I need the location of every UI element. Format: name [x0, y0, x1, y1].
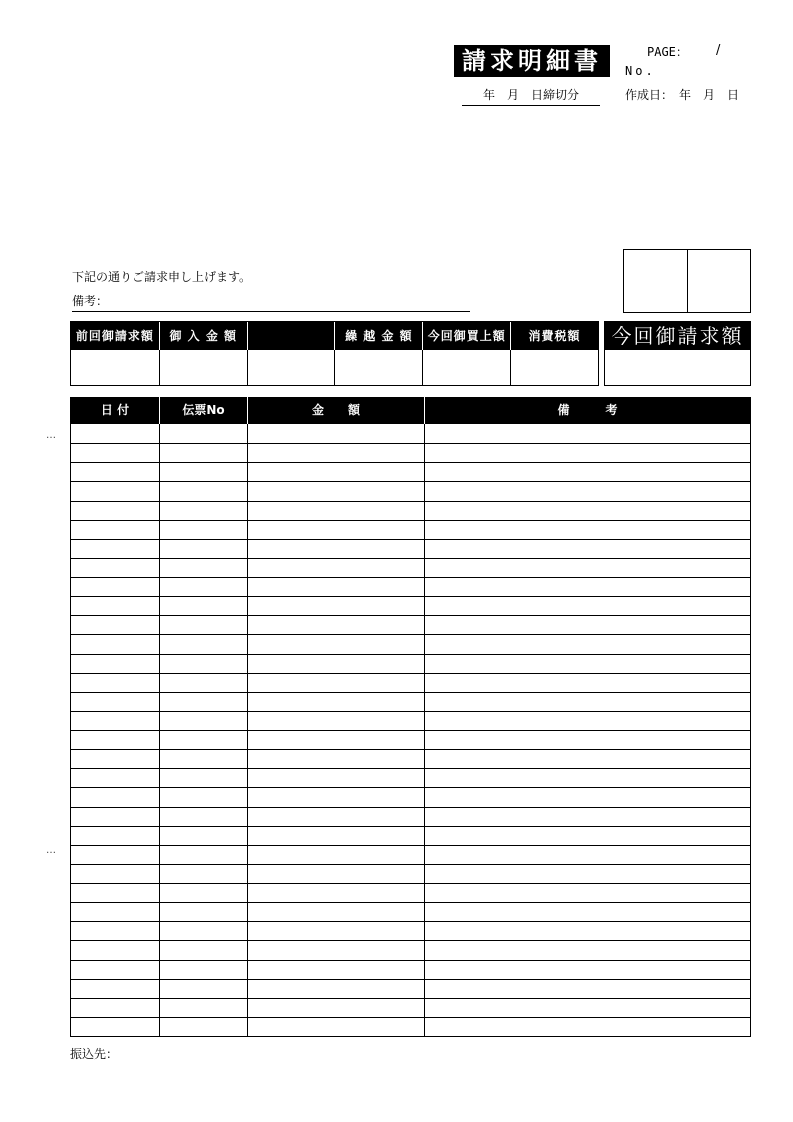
- table-row: [71, 501, 750, 520]
- summary-header-blank: [247, 322, 335, 350]
- remarks-cell: [424, 1018, 750, 1036]
- date-cell: [71, 980, 159, 998]
- table-row: [71, 424, 750, 443]
- document-title: 請求明細書: [454, 45, 610, 77]
- amount-cell: [247, 750, 424, 768]
- table-row: [71, 940, 750, 959]
- detail-header-date: 日 付: [100, 403, 130, 417]
- slip-no-cell: [159, 444, 247, 462]
- slip-no-cell: [159, 540, 247, 558]
- transfer-label: 振込先：: [70, 1047, 119, 1061]
- date-cell: [71, 521, 159, 539]
- slip-no-cell: [159, 846, 247, 864]
- amount-cell: [247, 884, 424, 902]
- summary-value-cell: [510, 350, 598, 385]
- slip-no-cell: [159, 865, 247, 883]
- remarks-cell: [424, 521, 750, 539]
- remarks-cell: [424, 961, 750, 979]
- date-cell: [71, 750, 159, 768]
- amount-cell: [247, 961, 424, 979]
- date-cell: [71, 578, 159, 596]
- total-box: [604, 321, 751, 386]
- date-cell: [71, 903, 159, 921]
- slip-no-cell: [159, 424, 247, 443]
- table-row: [71, 845, 750, 864]
- amount-cell: [247, 521, 424, 539]
- remarks-cell: [424, 635, 750, 653]
- remarks-cell: [424, 482, 750, 500]
- remarks-cell: [424, 769, 750, 787]
- table-row: [71, 481, 750, 500]
- slip-no-cell: [159, 482, 247, 500]
- amount-cell: [247, 1018, 424, 1036]
- amount-cell: [247, 693, 424, 711]
- slip-no-cell: [159, 578, 247, 596]
- table-row: [71, 826, 750, 845]
- summary-header-row: [71, 322, 598, 350]
- date-cell: [71, 769, 159, 787]
- slip-no-cell: [159, 827, 247, 845]
- summary-table: [70, 321, 599, 386]
- slip-no-cell: [159, 674, 247, 692]
- date-cell: [71, 444, 159, 462]
- table-row: [71, 596, 750, 615]
- amount-cell: [247, 655, 424, 673]
- slip-no-cell: [159, 769, 247, 787]
- slip-no-cell: [159, 884, 247, 902]
- date-cell: [71, 941, 159, 959]
- date-cell: [71, 961, 159, 979]
- table-row: [71, 883, 750, 902]
- date-cell: [71, 424, 159, 443]
- amount-cell: [247, 635, 424, 653]
- amount-cell: [247, 502, 424, 520]
- remarks-label: 備考：: [72, 294, 109, 308]
- remarks-cell: [424, 808, 750, 826]
- remarks-cell: [424, 424, 750, 443]
- remarks-cell: [424, 674, 750, 692]
- remarks-cell: [424, 884, 750, 902]
- table-row: [71, 921, 750, 940]
- slip-no-cell: [159, 712, 247, 730]
- remarks-cell: [424, 559, 750, 577]
- amount-cell: [247, 674, 424, 692]
- detail-header-row: [71, 397, 750, 424]
- amount-cell: [247, 827, 424, 845]
- date-cell: [71, 463, 159, 481]
- amount-cell: [247, 540, 424, 558]
- amount-cell: [247, 712, 424, 730]
- amount-cell: [247, 731, 424, 749]
- summary-header-received: 御 入 金 額: [159, 322, 247, 350]
- amount-cell: [247, 559, 424, 577]
- remarks-cell: [424, 444, 750, 462]
- detail-table: [70, 397, 751, 1037]
- cutoff-date: 年 月 日締切分: [462, 86, 600, 106]
- table-row: [71, 864, 750, 883]
- slip-no-cell: [159, 693, 247, 711]
- summary-header-purchases: 今回御買上額: [422, 322, 510, 350]
- slip-no-cell: [159, 616, 247, 634]
- summary-header-tax: 消費税額: [510, 322, 598, 350]
- amount-cell: [247, 846, 424, 864]
- date-cell: [71, 922, 159, 940]
- amount-cell: [247, 424, 424, 443]
- seal-box: [623, 249, 751, 313]
- date-cell: [71, 1018, 159, 1036]
- table-row: [71, 749, 750, 768]
- date-cell: [71, 674, 159, 692]
- table-row: [71, 807, 750, 826]
- margin-mark: …: [46, 845, 56, 856]
- remarks-cell: [424, 788, 750, 806]
- remarks-cell: [424, 463, 750, 481]
- date-cell: [71, 865, 159, 883]
- slip-no-cell: [159, 980, 247, 998]
- table-row: [71, 673, 750, 692]
- amount-cell: [247, 941, 424, 959]
- summary-value-cell: [247, 350, 335, 385]
- amount-cell: [247, 444, 424, 462]
- table-row: [71, 711, 750, 730]
- amount-cell: [247, 482, 424, 500]
- remarks-cell: [424, 941, 750, 959]
- remarks-cell: [424, 693, 750, 711]
- summary-value-cell: [334, 350, 422, 385]
- remarks-cell: [424, 999, 750, 1017]
- amount-cell: [247, 769, 424, 787]
- remarks-cell: [424, 616, 750, 634]
- slip-no-cell: [159, 808, 247, 826]
- amount-cell: [247, 903, 424, 921]
- amount-cell: [247, 788, 424, 806]
- date-cell: [71, 999, 159, 1017]
- date-cell: [71, 502, 159, 520]
- table-row: [71, 615, 750, 634]
- summary-value-cell: [422, 350, 510, 385]
- remarks-cell: [424, 750, 750, 768]
- document-number-label: No.: [625, 64, 656, 78]
- greeting-text: 下記の通りご請求申し上げます。: [72, 270, 252, 284]
- remarks-cell: [424, 502, 750, 520]
- date-cell: [71, 788, 159, 806]
- table-row: [71, 979, 750, 998]
- remarks-cell: [424, 846, 750, 864]
- table-row: [71, 692, 750, 711]
- page-label: PAGE：: [647, 45, 688, 59]
- table-row: [71, 634, 750, 653]
- slip-no-cell: [159, 999, 247, 1017]
- table-row: [71, 462, 750, 481]
- slip-no-cell: [159, 597, 247, 615]
- amount-cell: [247, 922, 424, 940]
- summary-value-cell: [159, 350, 247, 385]
- amount-cell: [247, 597, 424, 615]
- slip-no-cell: [159, 961, 247, 979]
- slip-no-cell: [159, 941, 247, 959]
- date-cell: [71, 808, 159, 826]
- remarks-cell: [424, 922, 750, 940]
- seal-cell: [624, 250, 687, 312]
- remarks-underline: [72, 311, 470, 312]
- date-cell: [71, 482, 159, 500]
- seal-cell: [687, 250, 751, 312]
- summary-value-cell: [71, 350, 159, 385]
- remarks-cell: [424, 980, 750, 998]
- table-row: [71, 1017, 750, 1036]
- remarks-cell: [424, 655, 750, 673]
- amount-cell: [247, 999, 424, 1017]
- table-row: [71, 730, 750, 749]
- remarks-cell: [424, 827, 750, 845]
- slip-no-cell: [159, 788, 247, 806]
- amount-cell: [247, 463, 424, 481]
- table-row: [71, 787, 750, 806]
- date-cell: [71, 635, 159, 653]
- slip-no-cell: [159, 750, 247, 768]
- table-row: [71, 768, 750, 787]
- date-cell: [71, 693, 159, 711]
- table-row: [71, 654, 750, 673]
- table-row: [71, 998, 750, 1017]
- slip-no-cell: [159, 463, 247, 481]
- date-cell: [71, 712, 159, 730]
- slip-no-cell: [159, 1018, 247, 1036]
- date-cell: [71, 540, 159, 558]
- page-separator: /: [716, 43, 721, 58]
- slip-no-cell: [159, 635, 247, 653]
- date-cell: [71, 884, 159, 902]
- detail-body: [71, 424, 750, 1036]
- date-cell: [71, 616, 159, 634]
- slip-no-cell: [159, 655, 247, 673]
- table-row: [71, 577, 750, 596]
- slip-no-cell: [159, 502, 247, 520]
- detail-header-slip-no: 伝票No: [159, 397, 247, 424]
- slip-no-cell: [159, 559, 247, 577]
- date-cell: [71, 559, 159, 577]
- date-cell: [71, 827, 159, 845]
- detail-header-amount: 金 額: [247, 397, 424, 424]
- remarks-cell: [424, 903, 750, 921]
- slip-no-cell: [159, 903, 247, 921]
- margin-mark: …: [46, 430, 56, 441]
- table-row: [71, 902, 750, 921]
- table-row: [71, 443, 750, 462]
- amount-cell: [247, 616, 424, 634]
- table-row: [71, 960, 750, 979]
- date-cell: [71, 731, 159, 749]
- slip-no-cell: [159, 521, 247, 539]
- table-row: [71, 539, 750, 558]
- date-cell: [71, 597, 159, 615]
- date-cell: [71, 655, 159, 673]
- remarks-cell: [424, 578, 750, 596]
- amount-cell: [247, 578, 424, 596]
- amount-cell: [247, 980, 424, 998]
- slip-no-cell: [159, 731, 247, 749]
- total-label: 今回御請求額: [605, 322, 750, 350]
- amount-cell: [247, 808, 424, 826]
- date-cell: [71, 846, 159, 864]
- amount-cell: [247, 865, 424, 883]
- summary-header-carryover: 繰 越 金 額: [334, 322, 422, 350]
- remarks-cell: [424, 712, 750, 730]
- table-row: [71, 558, 750, 577]
- created-date: 作成日： 年 月 日: [625, 88, 740, 102]
- table-row: [71, 520, 750, 539]
- summary-value-row: [71, 350, 598, 385]
- remarks-cell: [424, 731, 750, 749]
- remarks-cell: [424, 540, 750, 558]
- remarks-cell: [424, 597, 750, 615]
- slip-no-cell: [159, 922, 247, 940]
- remarks-cell: [424, 865, 750, 883]
- summary-header-previous: 前回御請求額: [75, 329, 154, 343]
- detail-header-remarks: 備 考: [424, 397, 750, 424]
